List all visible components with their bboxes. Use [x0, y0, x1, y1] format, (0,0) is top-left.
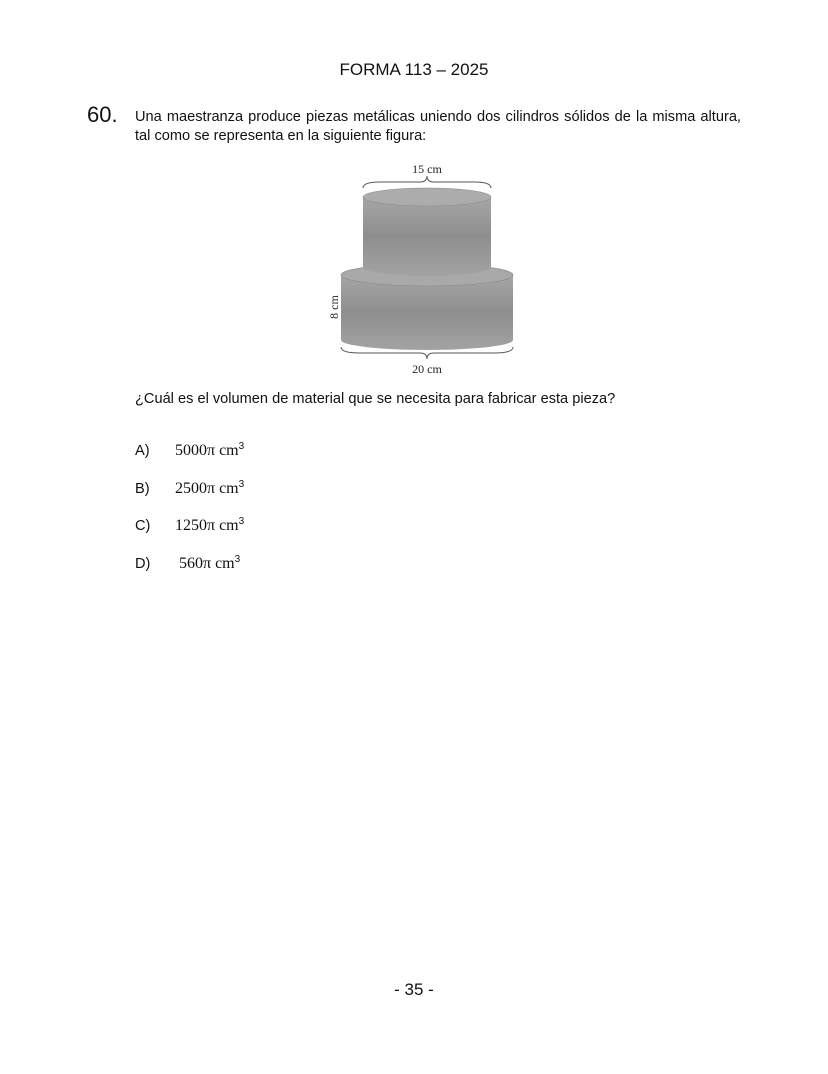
exponent: 3: [238, 479, 245, 490]
option-a[interactable]: [135, 441, 244, 460]
question-stem: Una maestranza produce piezas metálicas uniendo dos cilindros sólidos de la misma altura, tal como se representa en la siguiente figura:: [135, 109, 741, 144]
page-number: - 35 -: [394, 980, 434, 999]
option-b[interactable]: [135, 479, 244, 498]
exponent: 3: [238, 441, 245, 452]
option-c[interactable]: [135, 516, 244, 535]
exponent: 3: [238, 516, 245, 527]
option-value: 2500π cm: [175, 479, 239, 497]
option-value: 560π cm: [175, 554, 235, 572]
option-d[interactable]: [135, 554, 240, 573]
height-label: 8 cm: [327, 295, 341, 319]
option-label: B): [135, 480, 150, 497]
page-header: FORMA 113 – 2025: [339, 60, 489, 79]
top-brace: [363, 176, 491, 188]
option-label: A): [135, 442, 150, 459]
question-text: ¿Cuál es el volumen de material que se necesita para fabricar esta pieza?: [135, 391, 616, 407]
question-number: 60.: [87, 102, 118, 127]
bottom-cylinder: [341, 264, 513, 350]
option-value: 1250π cm: [175, 516, 239, 534]
top-diameter-label: 15 cm: [412, 162, 442, 176]
option-label: D): [135, 555, 151, 572]
bottom-diameter-label: 20 cm: [412, 362, 442, 376]
stacked-cylinders-figure: [320, 155, 520, 380]
option-value: 5000π cm: [175, 441, 239, 459]
option-label: C): [135, 517, 151, 534]
top-cylinder: [363, 188, 491, 276]
exponent: 3: [234, 554, 241, 565]
